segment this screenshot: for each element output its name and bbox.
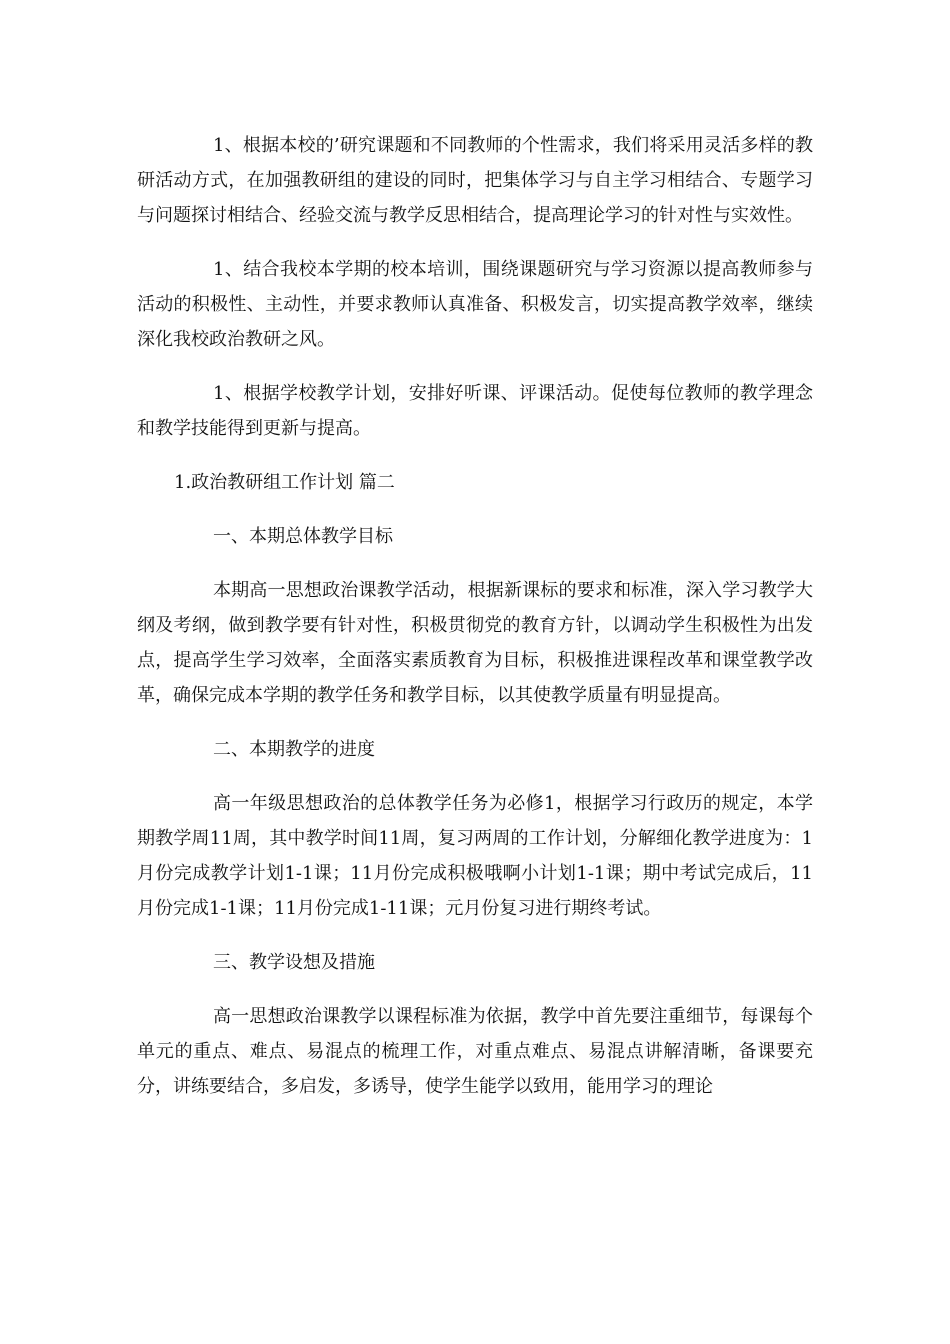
paragraph-2: 1、结合我校本学期的校本培训，围绕课题研究与学习资源以提高教师参与活动的积极性、主动性，并要求教师认真准备、积极发言，切实提高教学效率，继续深化我校政治教研之风。: [137, 259, 813, 350]
section-title: 1.政治教研组工作计划 篇二: [174, 472, 395, 493]
paragraph-1: 1、根据本校的’研究课题和不同教师的个性需求，我们将采用灵活多样的教研活动方式，在加强教研组的建设的同时，把集体学习与自主学习相结合、专题学习与问题探讨相结合、经验交流与教学反思相结合，提高理论学习的针对性与实效性。: [137, 135, 813, 226]
paragraph-6: 高一思想政治课教学以课程标准为依据，教学中首先要注重细节，每课每个单元的重点、难点、易混点的梳理工作，对重点难点、易混点讲解清晰，备课要充分，讲练要结合，多启发，多诱导，使学生能学以致用，能用学习的理论: [137, 1006, 813, 1097]
heading-3: 三、教学设想及措施: [213, 952, 375, 973]
paragraph-3: 1、根据学校教学计划，安排好听课、评课活动。促使每位教师的教学理念和教学技能得到更新与提高。: [137, 383, 813, 439]
heading-1: 一、本期总体教学目标: [213, 526, 393, 547]
paragraph-4: 本期高一思想政治课教学活动，根据新课标的要求和标准，深入学习教学大纲及考纲，做到教学要有针对性，积极贯彻党的教育方针，以调动学生积极性为出发点，提高学生学习效率，全面落实素质教育为目标，积极推进课程改革和课堂教学改革，确保完成本学期的教学任务和教学目标，以其使教学质量有明显提高。: [137, 580, 813, 706]
heading-2: 二、本期教学的进度: [213, 739, 375, 760]
paragraph-5: 高一年级思想政治的总体教学任务为必修1，根据学习行政历的规定，本学期教学周11周，其中教学时间11周，复习两周的工作计划，分解细化教学进度为：1月份完成教学计划1-1课；11月份完成积极哦啊小计划1-1课；期中考试完成后，11月份完成1-1课；11月份完成1-11课；元月份复习进行期终考试。: [137, 793, 813, 919]
document-body: [137, 128, 813, 1104]
